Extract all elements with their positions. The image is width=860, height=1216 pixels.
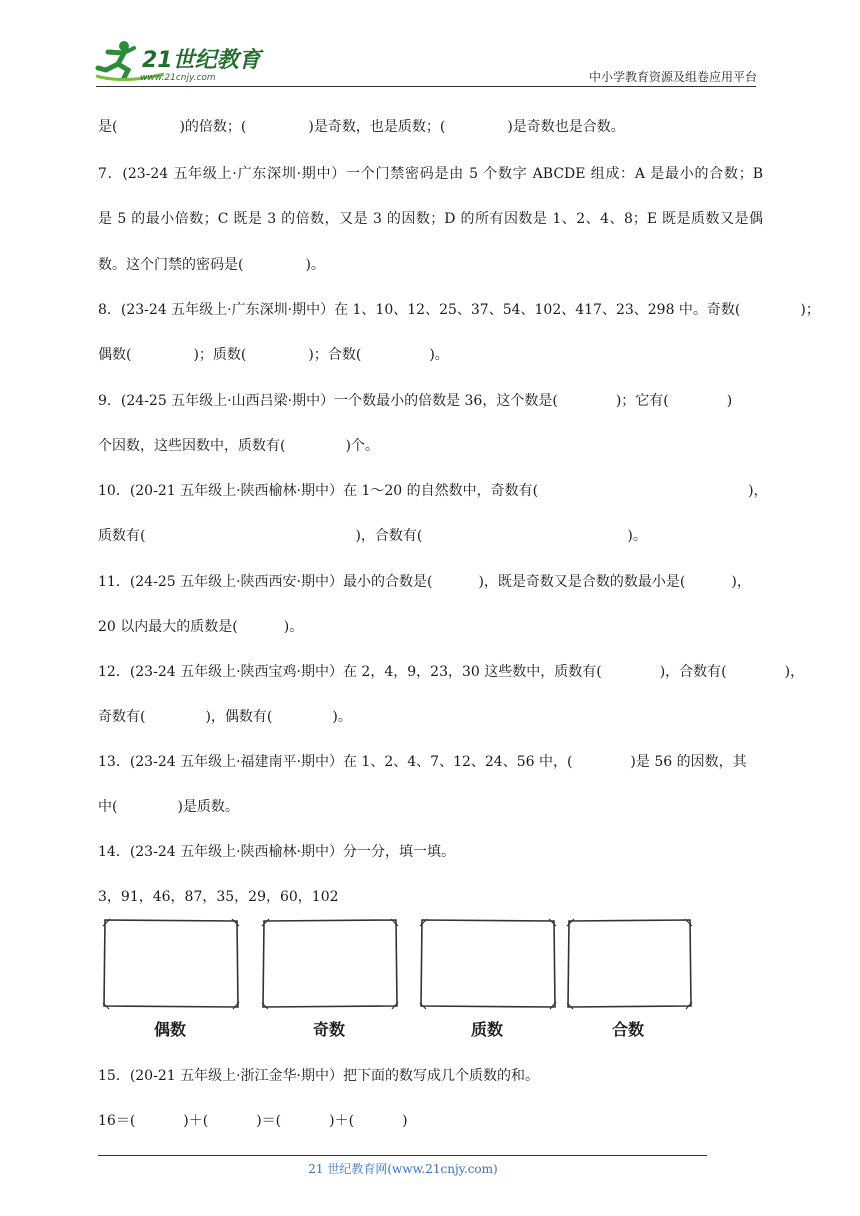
- question-7-line-1: 7．(23-24 五年级上·广东深圳·期中）一个门禁密码是由 5 个数字 ABCDE 组成：A 是最小的合数；B: [98, 166, 763, 182]
- footer-link[interactable]: 21 世纪教育网(www.21cnjy.com): [308, 1162, 498, 1176]
- question-14-numbers: 3，91，46，87，35，29，60，102: [98, 889, 339, 905]
- runner-logo-icon: [94, 38, 264, 82]
- platform-tagline: 中小学教育资源及组卷应用平台: [588, 70, 757, 84]
- question-14-line-1: 14．(23-24 五年级上·陕西榆林·期中）分一分，填一填。: [98, 844, 455, 860]
- question-15-line-1: 15．(20-21 五年级上·浙江金华·期中）把下面的数写成几个质数的和。: [98, 1068, 539, 1084]
- question-12-line-1: 12．(23-24 五年级上·陕西宝鸡·期中）在 2，4，9，23，30 这些数中，质数有( )，合数有( )，: [98, 664, 805, 680]
- question-8-line-1: 8．(23-24 五年级上·广东深圳·期中）在 1、10、12、25、37、54、102、417、23、298 中。奇数( )；: [98, 302, 820, 318]
- box-label-composite: 合数: [611, 1020, 644, 1039]
- question-11-line-1: 11．(24-25 五年级上·陕西西安·期中）最小的合数是( )，既是奇数又是合数的数最小是( )，: [98, 574, 751, 590]
- question-6-cont: 是( )的倍数；( )是奇数，也是质数；( )是奇数也是合数。: [98, 119, 625, 135]
- box-label-even: 偶数: [153, 1020, 186, 1039]
- header-divider: [96, 86, 756, 87]
- question-9-line-1: 9．(24-25 五年级上·山西吕梁·期中）一个数最小的倍数是 36，这个数是( )；它有( ): [98, 393, 733, 409]
- question-13-line-2: 中( )是质数。: [98, 799, 239, 815]
- question-8-line-2: 偶数( )；质数( )；合数( )。: [98, 347, 449, 363]
- question-9-line-2: 个因数，这些因数中，质数有( )个。: [98, 438, 379, 454]
- box-prime[interactable]: [419, 918, 555, 1008]
- box-label-odd: 奇数: [312, 1020, 345, 1039]
- box-label-prime: 质数: [470, 1020, 503, 1039]
- box-even[interactable]: [102, 918, 238, 1008]
- classification-boxes: [98, 918, 698, 1048]
- question-7-line-3: 数。这个门禁的密码是( )。: [98, 257, 325, 273]
- question-13-line-1: 13．(23-24 五年级上·福建南平·期中）在 1、2、4、7、12、24、56 中，( )是 56 的因数，其: [98, 754, 747, 770]
- question-12-line-2: 奇数有( )，偶数有( )。: [98, 709, 352, 725]
- question-11-line-2: 20 以内最大的质数是( )。: [98, 619, 304, 635]
- logo-url: www.21cnjy.com: [140, 73, 216, 82]
- question-10-line-2: 质数有( )，合数有( )。: [98, 528, 647, 544]
- site-logo[interactable]: [94, 38, 264, 82]
- question-7-line-2: 是 5 的最小倍数；C 既是 3 的倍数，又是 3 的因数；D 的所有因数是 1、2、4、8；E 既是质数又是偶: [98, 211, 763, 227]
- question-10-line-1: 10．(20-21 五年级上·陕西榆林·期中）在 1～20 的自然数中，奇数有( )，: [98, 483, 768, 499]
- question-15-equation: 16＝( )＋( )＝( )＋( ): [98, 1113, 408, 1129]
- footer-divider: [98, 1155, 707, 1156]
- box-odd[interactable]: [261, 918, 397, 1008]
- page-header: [0, 0, 860, 90]
- box-composite[interactable]: [566, 918, 702, 1008]
- logo-text: 21世纪教育: [142, 48, 261, 73]
